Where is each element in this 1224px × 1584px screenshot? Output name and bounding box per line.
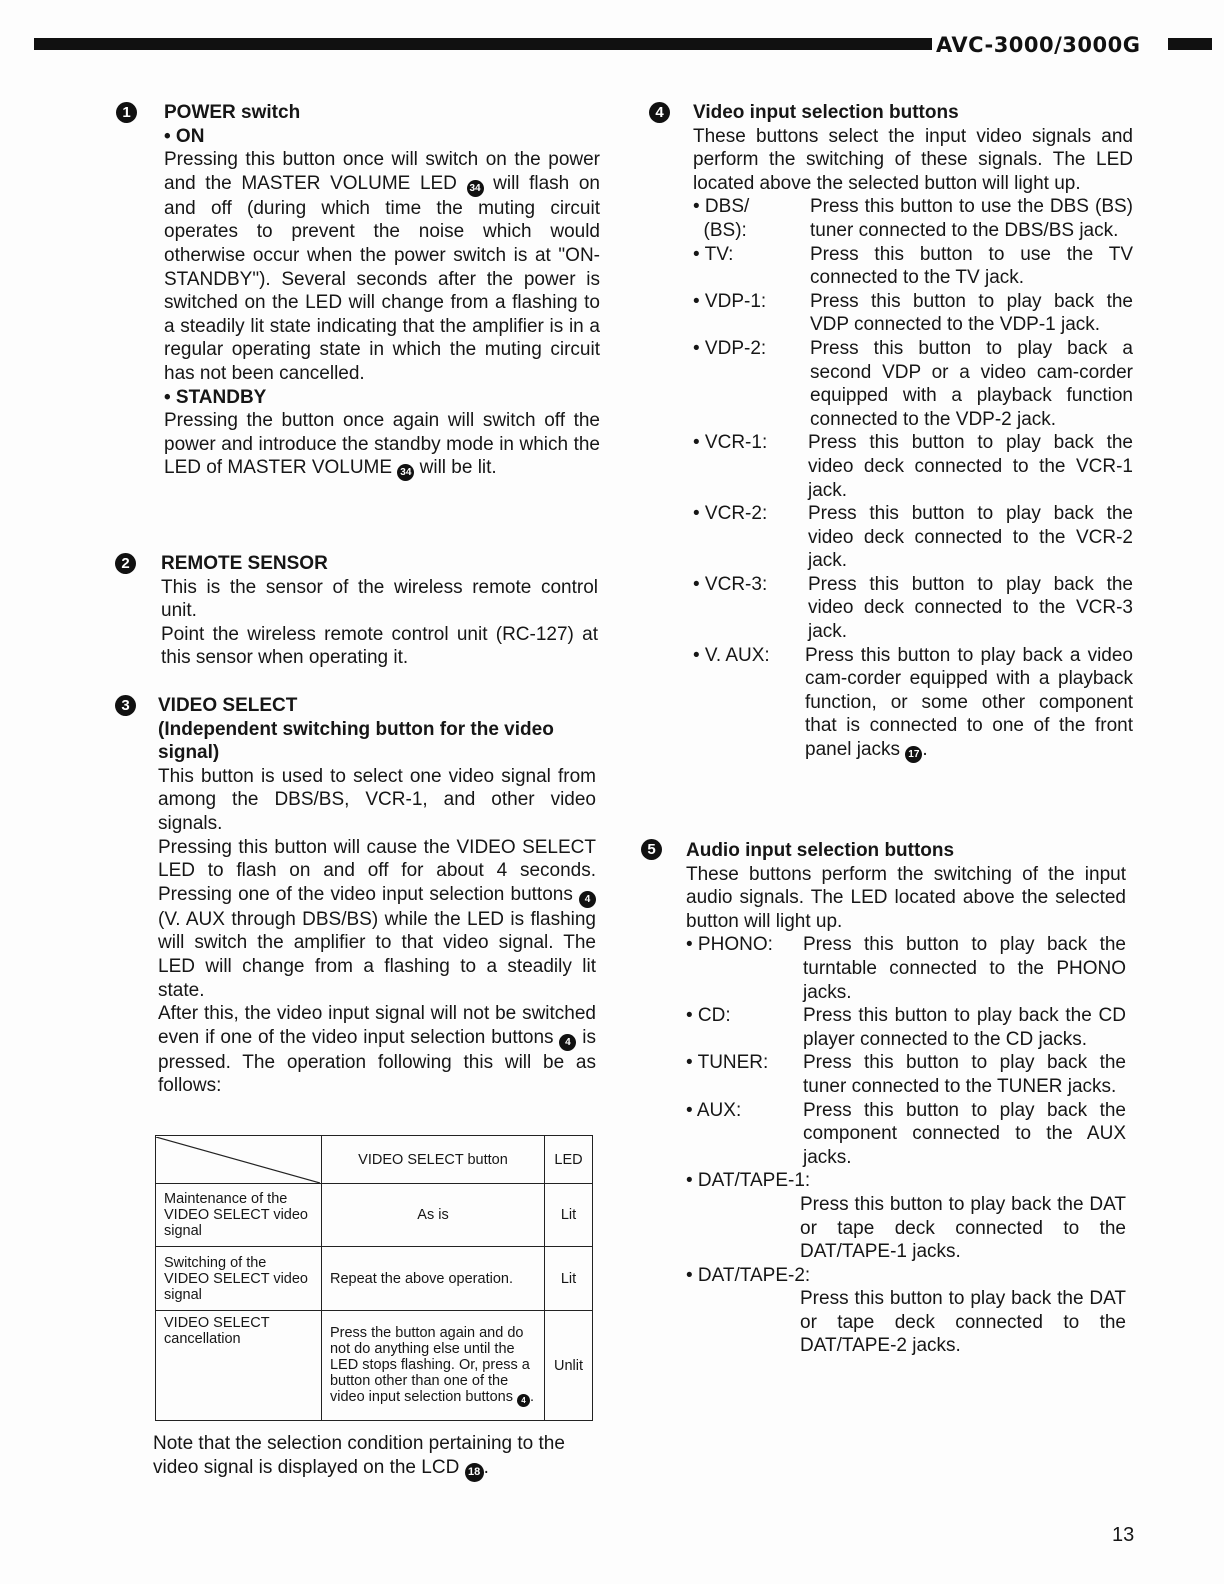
section-video-input [693,101,1133,763]
list-item: • AUX: Press this button to play back the component connected to the AUX jacks. [686,1099,1126,1168]
section-remote-sensor [161,552,598,670]
table-row: Maintenance of the VIDEO SELECT video signal As is Lit [156,1184,593,1247]
list-item: • VCR-2: Press this button to play back the video deck connected to the VCR-2 jack. [693,503,1133,572]
list-item: • DAT/TAPE-1: [686,1170,811,1192]
standby-text: Pressing the button once again will switch off the power and introduce the standby mode in which the LED of MASTER VOLUME 34 will be lit. [164,409,600,481]
header-bar-end [1168,38,1212,50]
section-title: REMOTE SENSOR [161,553,328,574]
header-bar [34,38,932,50]
table-header-button: VIDEO SELECT button [321,1136,544,1184]
section-title: VIDEO SELECT [158,695,298,716]
diagonal-line-icon [156,1137,320,1183]
list-item: • TV: Press this button to use the TV connected to the TV jack. [693,243,1133,289]
table-corner [156,1136,322,1184]
section-audio-input [686,839,1126,1358]
section-title: Audio input selection buttons [686,840,955,861]
table-header-led: LED [545,1136,593,1184]
ref-34-icon: 34 [467,180,484,197]
section-number-2-icon: 2 [115,553,136,574]
video-select-text-1: This button is used to select one video signal from among the DBS/BS, VCR-1, and other video signals. [158,765,596,834]
standby-label: • STANDBY [164,386,267,408]
remote-text-1: This is the sensor of the wireless remote control unit. [161,576,598,622]
ref-4-icon: 4 [517,1394,530,1407]
section-power [164,101,600,481]
list-item-desc: Press this button to play back the DAT or tape deck connected to the DAT/TAPE-1 jacks. [800,1193,1126,1263]
video-select-text-3: After this, the video input signal will not be switched even if one of the video input selection buttons 4 is pressed. The operation following this will be as follows: [158,1003,597,1097]
section-number-4-icon: 4 [649,102,670,123]
note-text: Note that the selection condition pertaining to the video signal is displayed on the LCD 18 . [153,1432,591,1482]
list-item: • VDP-2: Press this button to play back a second VDP or a video cam-corder equipped with a playback function connected to the VDP-2 jack. [693,337,1133,430]
section-title: POWER switch [164,102,301,123]
list-item: • CD: Press this button to play back the CD player connected to the CD jacks. [686,1005,1126,1050]
page-number: 13 [1112,1524,1135,1546]
table-row: Switching of the VIDEO SELECT video signal Repeat the above operation. Lit [156,1247,593,1311]
list-item: • TUNER: Press this button to play back the tuner connected to the TUNER jacks. [686,1052,1126,1097]
audio-input-intro: These buttons perform the switching of the input audio signals. The LED located above the selected button will light up. [686,863,1126,932]
ref-17-icon: 17 [905,746,922,763]
on-text: Pressing this button once will switch on the power and the MASTER VOLUME LED 34 will flash on and off (during which time the muting circuit operates to prevent the noise which would otherwise occur when the power switch is at "ON-STANDBY"). Several seconds after the power is switched on the LED will change from a flashing to a steadily lit state indicating that the amplifier is in a regular operating state in which the muting circuit has not been cancelled. [164,149,600,384]
list-item: • PHONO: Press this button to play back the turntable connected to the PHONO jacks. [686,934,1126,1003]
model-title: AVC-3000/3000G [936,33,1141,57]
list-item: • VCR-3: Press this button to play back the video deck connected to the VCR-3 jack. [693,573,1133,643]
on-label: • ON [164,125,205,147]
table-row: VIDEO SELECT cancellation Press the button again and do not do anything else until the LED stops flashing. Or, press a button other than one of the video input selection buttons 4 . Unlit [156,1311,593,1421]
video-input-intro: These buttons select the input video signals and perform the switching of these signals. The LED located above the selected button will light up. [693,125,1133,194]
section-number-1-icon: 1 [116,102,137,123]
list-item: • DAT/TAPE-2: [686,1264,811,1286]
ref-34-icon: 34 [397,464,414,481]
section-subtitle: (Independent switching button for the video signal) [158,718,554,764]
list-item-desc: Press this button to play back the DAT or tape deck connected to the DAT/TAPE-2 jacks. [800,1288,1126,1357]
video-select-table [155,1135,593,1421]
ref-4-icon: 4 [559,1034,576,1051]
section-number-5-icon: 5 [641,839,662,860]
list-item: • VCR-1: Press this button to play back the video deck connected to the VCR-1 jack. [693,432,1133,501]
ref-4-icon: 4 [579,891,596,908]
ref-18-icon: 18 [465,1463,484,1482]
remote-text-2: Point the wireless remote control unit (RC-127) at this sensor when operating it. [161,623,598,669]
list-item: • DBS/ (BS): Press this button to use the DBS (BS) tuner connected to the DBS/BS jack. [693,196,1133,241]
section-number-3-icon: 3 [115,695,136,716]
video-select-text-2: Pressing this button will cause the VIDEO SELECT LED to flash on and off for about 4 seconds. Pressing one of the video input selection buttons 4 (V. AUX through DBS/BS) while the LED is flashing will switch the amplifier to that video signal. The LED will change from a flashing to a steadily lit state. [158,836,596,1001]
section-video-select [158,694,596,1098]
section-title: Video input selection buttons [693,102,959,123]
list-item: • VDP-1: Press this button to play back the VDP connected to the VDP-1 jack. [693,290,1133,336]
list-item: • V. AUX: Press this button to play back a video cam-corder equipped with a playback function, or some other component that is connected to one of the front panel jacks 17 . [693,644,1133,763]
